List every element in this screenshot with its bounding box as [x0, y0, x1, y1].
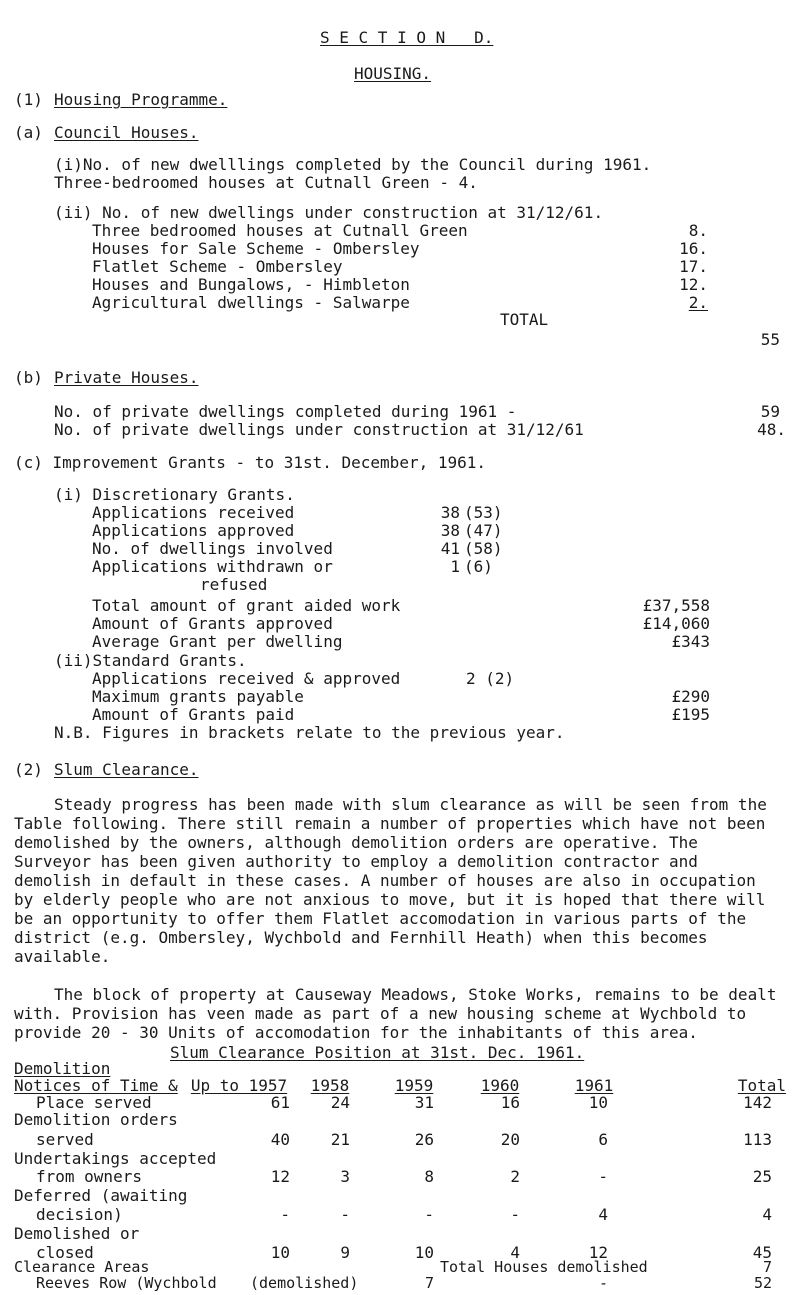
construction-item-label: Houses for Sale Scheme - Ombersley	[92, 239, 420, 258]
table-cell: 45	[752, 1243, 772, 1262]
section-heading: S E C T I O N D.	[320, 28, 494, 47]
grant-row-value: 38	[440, 503, 460, 522]
table-cell: 26	[414, 1130, 434, 1149]
section-1-title: Housing Programme.	[54, 90, 228, 109]
total-demolished-label: Total Houses demolished	[440, 1258, 648, 1276]
table-column-header: 1958	[310, 1076, 350, 1095]
under-construction-heading: (ii) No. of new dwellings under construction at 31/12/61.	[54, 203, 604, 222]
standard-grant-value: 2 (2)	[466, 669, 515, 688]
table-cell: -	[598, 1167, 608, 1186]
grant-row-label-continued: refused	[200, 575, 268, 594]
table-row-label: from owners	[36, 1167, 142, 1186]
grant-row-value: 38	[440, 521, 460, 540]
table-cell: 16	[500, 1093, 520, 1112]
subsection-b-title: Private Houses.	[54, 368, 199, 387]
standard-grants-heading: (ii)Standard Grants.	[54, 651, 247, 670]
table-cell: 20	[500, 1130, 520, 1149]
construction-item-label: Houses and Bungalows, - Himbleton	[92, 275, 410, 294]
table-cell: 8	[424, 1167, 434, 1186]
table-column-header: 1959	[394, 1076, 434, 1095]
standard-grant-label: Maximum grants payable	[92, 687, 304, 706]
table-cell: -	[424, 1205, 434, 1224]
table-column-header: Total	[737, 1076, 786, 1095]
completed-dwellings-detail: Three-bedroomed houses at Cutnall Green - 4.	[54, 173, 478, 192]
grant-row-label: Applications received	[92, 503, 295, 522]
subsection-a-label: (a)	[14, 123, 43, 142]
construction-item-label: Three bedroomed houses at Cutnall Green	[92, 221, 468, 240]
construction-item-value: 8.	[688, 221, 708, 240]
grant-money-value: £14,060	[642, 614, 710, 633]
table-cell: 4	[510, 1243, 520, 1262]
table-cell: 4	[598, 1205, 608, 1224]
table-cell: 12	[588, 1243, 608, 1262]
reeves-row-label: Reeves Row (Wychbold	[36, 1274, 217, 1292]
grant-money-value: £343	[671, 632, 710, 651]
table-cell: 31	[414, 1093, 434, 1112]
standard-grant-label: Applications received & approved	[92, 669, 401, 688]
table-cell: -	[340, 1205, 350, 1224]
standard-grant-value: £290	[671, 687, 710, 706]
construction-total-label: TOTAL	[500, 310, 549, 329]
section-1-label: (1)	[14, 90, 43, 109]
table-row-label: Undertakings accepted	[14, 1149, 217, 1168]
table-column-header: Up to 1957	[190, 1076, 288, 1095]
construction-item-label: Flatlet Scheme - Ombersley	[92, 257, 343, 276]
private-construction-value: 48.	[757, 420, 786, 439]
private-construction-line: No. of private dwellings under construction at 31/12/61	[54, 420, 584, 439]
reeves-row-note: (demolished)	[250, 1274, 359, 1292]
standard-grant-value: £195	[671, 705, 710, 724]
grant-row-label: No. of dwellings involved	[92, 539, 333, 558]
construction-item-value: 12.	[679, 275, 708, 294]
construction-total-value: 55	[760, 330, 780, 349]
improvement-grants-heading: (c) Improvement Grants - to 31st. December, 1961.	[14, 453, 487, 472]
grant-row-label: Applications withdrawn or	[92, 557, 333, 576]
table-cell: 113	[743, 1130, 772, 1149]
table-cell: 142	[743, 1093, 772, 1112]
table-row-label: served	[36, 1130, 94, 1149]
page-title: HOUSING.	[354, 64, 432, 83]
table-row-label: Deferred (awaiting	[14, 1186, 188, 1205]
grant-money-label: Total amount of grant aided work	[92, 596, 401, 615]
table-row-label: decision)	[36, 1205, 123, 1224]
grant-money-label: Amount of Grants approved	[92, 614, 333, 633]
table-cell: 40	[270, 1130, 290, 1149]
table-cell: 24	[330, 1093, 350, 1112]
grant-row-previous: (6)	[464, 557, 493, 576]
table-cell: 7	[424, 1274, 434, 1292]
construction-item-value: 2.	[688, 293, 708, 312]
table-header-label: Notices of Time &	[14, 1076, 178, 1095]
grant-row-previous: (47)	[464, 521, 503, 540]
standard-grant-label: Amount of Grants paid	[92, 705, 295, 724]
table-row-label: Place served	[36, 1093, 152, 1112]
grant-money-value: £37,558	[642, 596, 710, 615]
table-demolition-label: Demolition	[14, 1059, 111, 1078]
construction-item-value: 17.	[679, 257, 708, 276]
grant-row-value: 1	[450, 557, 460, 576]
table-cell: 6	[598, 1130, 608, 1149]
table-cell: -	[280, 1205, 290, 1224]
table-cell: 9	[340, 1243, 350, 1262]
table-cell: 25	[752, 1167, 772, 1186]
table-cell: -	[510, 1205, 520, 1224]
table-cell: 12	[270, 1167, 290, 1186]
table-cell: 2	[510, 1167, 520, 1186]
table-cell: 10	[588, 1093, 608, 1112]
table-row-label: Demolition orders	[14, 1110, 178, 1129]
table-cell: 10	[270, 1243, 290, 1262]
grant-row-previous: (58)	[464, 539, 503, 558]
grant-row-value: 41	[440, 539, 460, 558]
table-cell: 4	[762, 1205, 772, 1224]
private-completed-line: No. of private dwellings completed during 1961 -	[54, 402, 517, 421]
total-demolished-value: 52	[753, 1274, 772, 1292]
clearance-areas-label: Clearance Areas	[14, 1258, 150, 1276]
discretionary-grants-heading: (i) Discretionary Grants.	[54, 485, 295, 504]
subsection-a-title: Council Houses.	[54, 123, 199, 142]
section-2-title: Slum Clearance.	[54, 760, 199, 779]
construction-item-value: 16.	[679, 239, 708, 258]
table-cell: 61	[270, 1093, 290, 1112]
table-cell: 21	[330, 1130, 350, 1149]
construction-item-label: Agricultural dwellings - Salwarpe	[92, 293, 410, 312]
section-2-label: (2)	[14, 760, 43, 779]
table-cell: 3	[340, 1167, 350, 1186]
private-completed-value: 59	[760, 402, 780, 421]
subsection-b-label: (b)	[14, 368, 43, 387]
completed-dwellings-line: (i)No. of new dwelllings completed by the Council during 1961.	[54, 155, 652, 174]
slum-clearance-paragraph: Steady progress has been made with slum clearance as will be seen from the Table following. There still remain a number of properties which have not been demolished by the owners, although demolition orders are operative. The Surveyor has been given authority to employ a demolition contractor and demolish in default in these cases. A number of houses are also in occupation by elderly people who are not anxious to move, but it is hoped that there will be an opportunity to offer them Flatlet accomodation in various parts of the district (e.g. Ombersley, Wychbold and Fernhill Heath) when this becomes available.	[14, 795, 767, 966]
table-column-header: 1961	[574, 1076, 614, 1095]
grant-row-previous: (53)	[464, 503, 503, 522]
table-row-label: Demolished or	[14, 1224, 140, 1243]
grants-footnote: N.B. Figures in brackets relate to the previous year.	[54, 723, 565, 742]
table-cell: 10	[414, 1243, 434, 1262]
grant-money-label: Average Grant per dwelling	[92, 632, 343, 651]
grant-row-label: Applications approved	[92, 521, 295, 540]
table-column-header: 1960	[480, 1076, 520, 1095]
table-row-label: closed	[36, 1243, 94, 1262]
table-cell: -	[598, 1274, 608, 1292]
table-title: Slum Clearance Position at 31st. Dec. 1961.	[170, 1043, 585, 1062]
slum-clearance-paragraph-2: The block of property at Causeway Meadows, Stoke Works, remains to be dealt with. Provision has veen made as part of a new housing scheme at Wychbold to provide 20 - 30 Units of accomodation for the inhabitants of this area.	[14, 985, 777, 1042]
table-cell: 7	[762, 1258, 772, 1276]
